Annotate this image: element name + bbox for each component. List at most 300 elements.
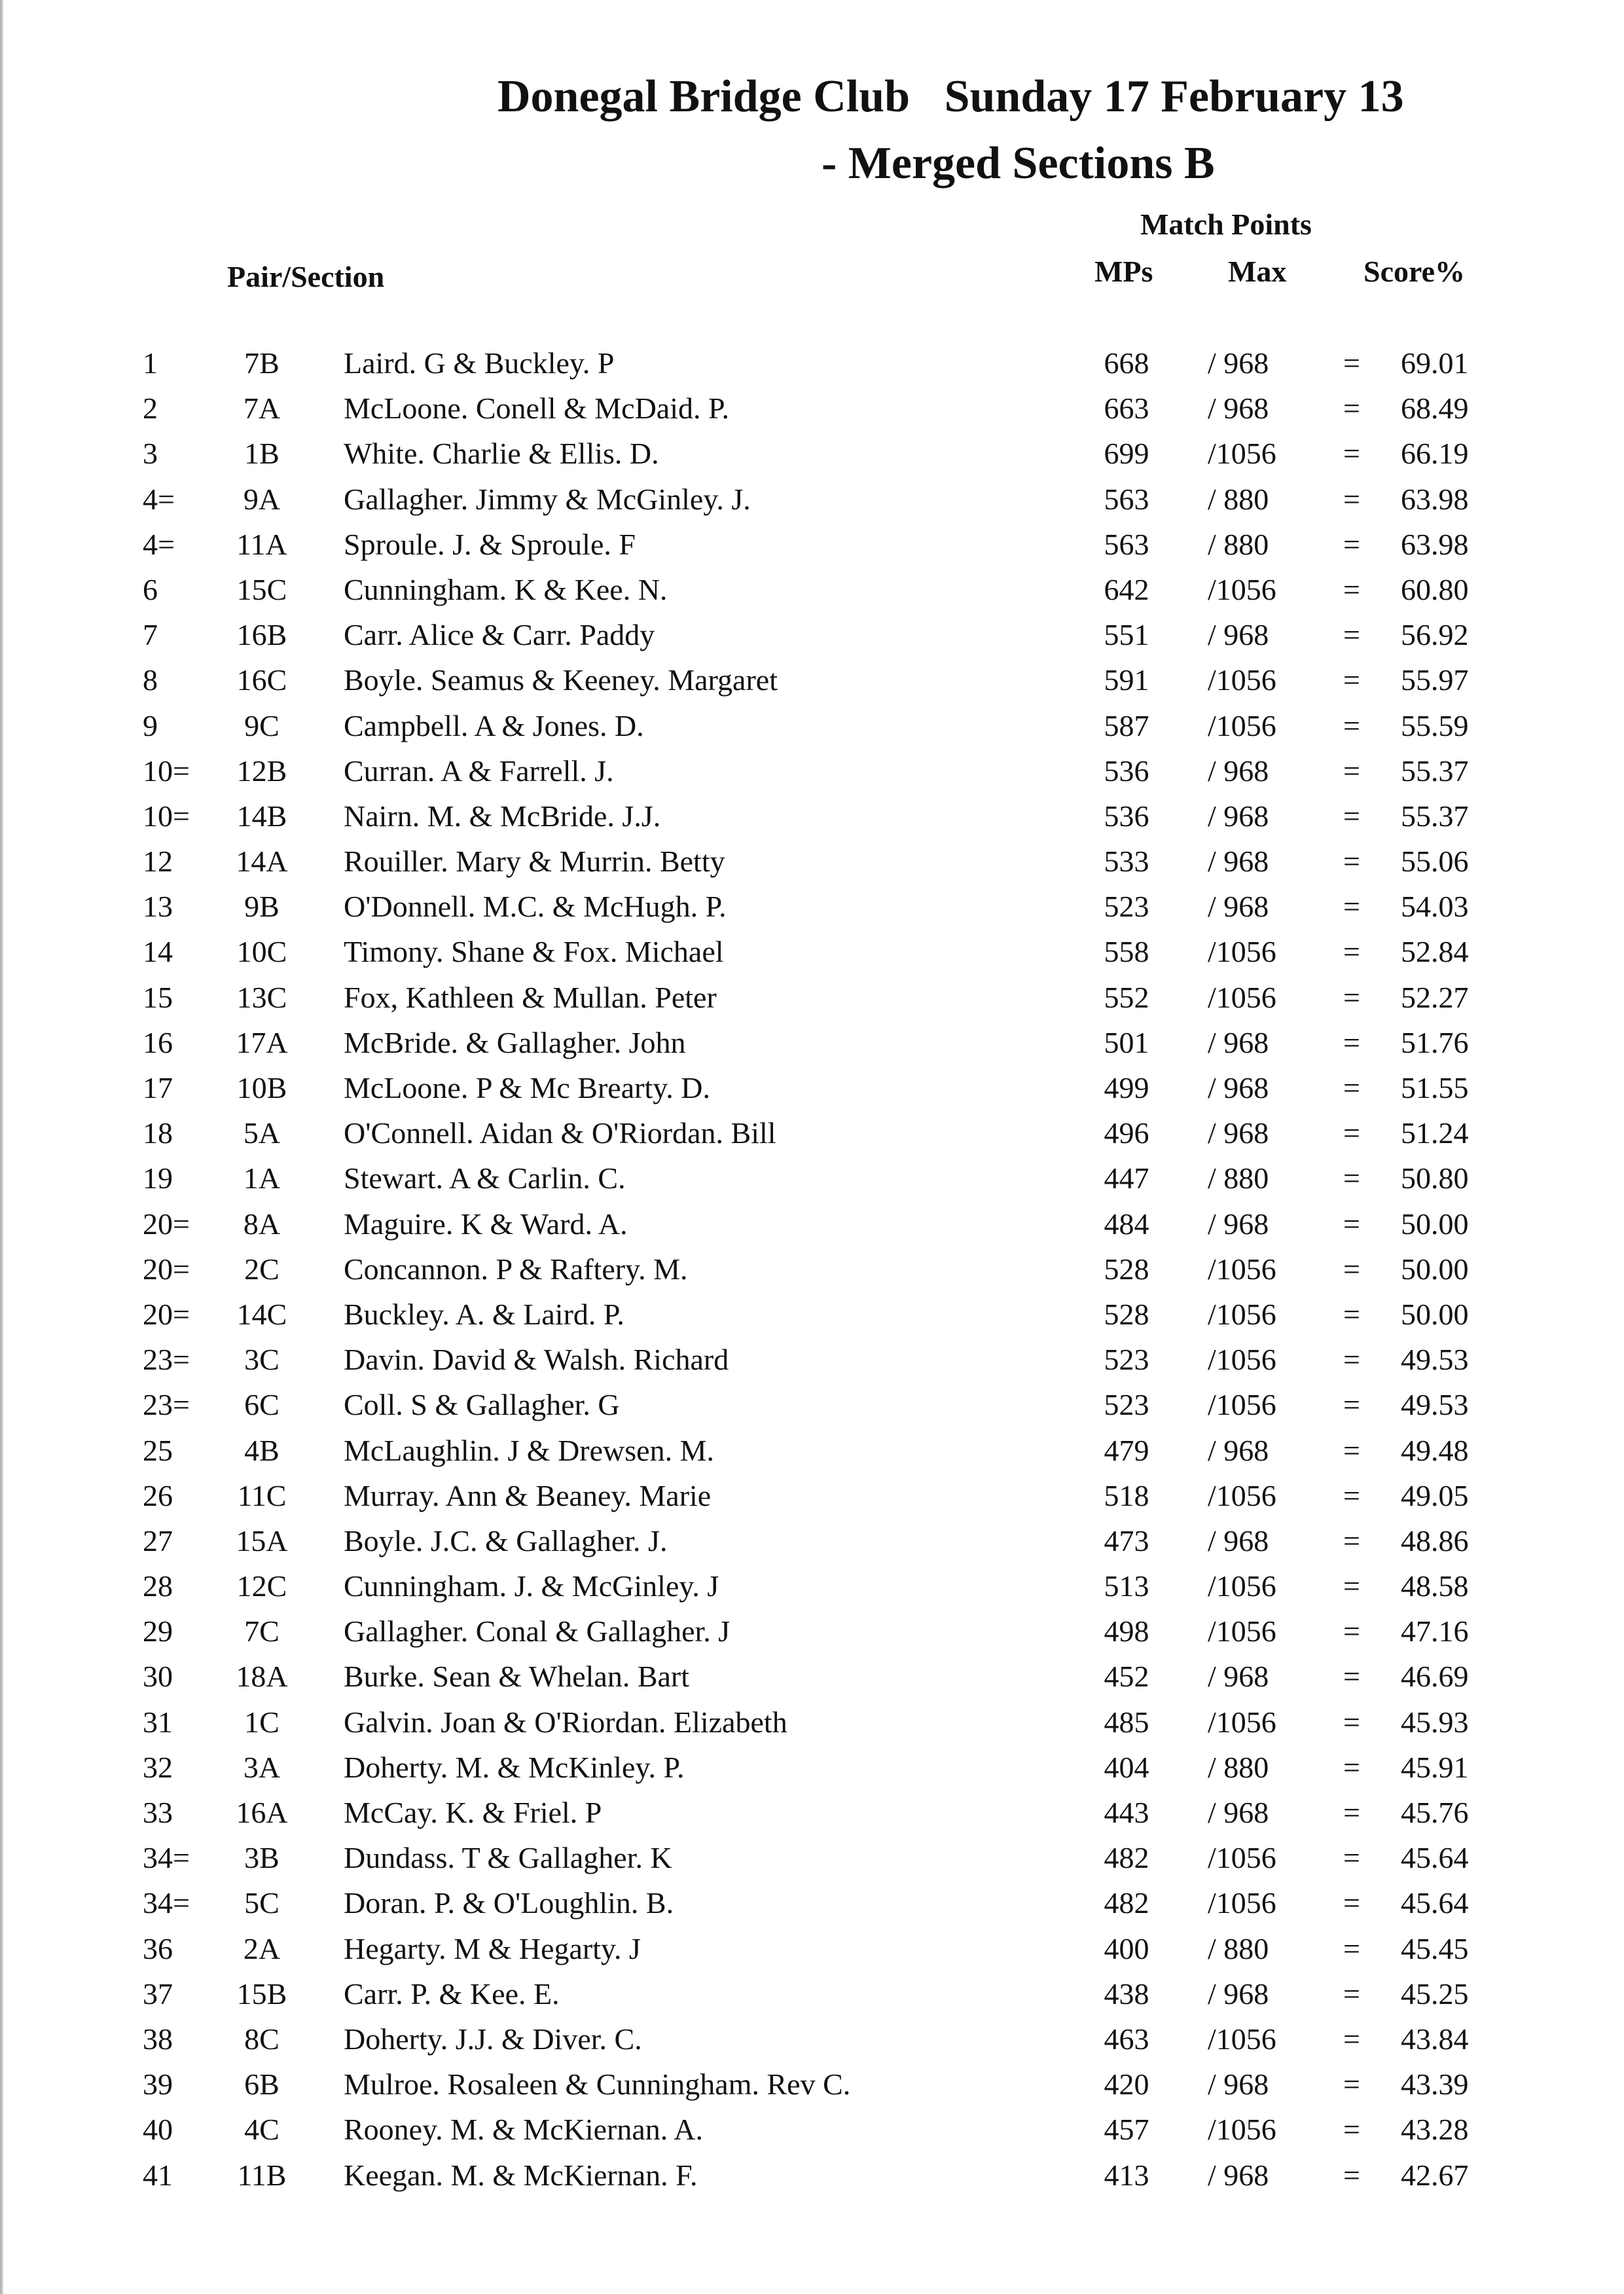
- section-cell: 9B: [244, 890, 280, 924]
- table-row: [0, 975, 1624, 1020]
- max-cell: /1056: [1208, 572, 1276, 606]
- score-cell: 63.98: [1401, 527, 1469, 561]
- section-cell: 10C: [236, 935, 287, 969]
- rank-cell: 36: [143, 1931, 173, 1965]
- score-cell: 49.53: [1401, 1388, 1469, 1422]
- names-cell: McBride. & Gallagher. John: [344, 1025, 686, 1059]
- mps-cell: 484: [1104, 1207, 1149, 1241]
- table-row: [0, 431, 1624, 476]
- names-cell: Gallagher. Jimmy & McGinley. J.: [344, 482, 751, 516]
- equals-cell: =: [1343, 1931, 1360, 1965]
- max-cell: / 968: [1208, 618, 1269, 652]
- names-cell: Rooney. M. & McKiernan. A.: [344, 2113, 703, 2147]
- mps-cell: 413: [1104, 2158, 1149, 2192]
- max-cell: /1056: [1208, 663, 1276, 697]
- names-cell: Boyle. J.C. & Gallagher. J.: [344, 1523, 668, 1557]
- table-row: [0, 2107, 1624, 2152]
- rank-cell: 12: [143, 845, 173, 879]
- score-cell: 49.53: [1401, 1343, 1469, 1377]
- rank-cell: 9: [143, 708, 158, 742]
- section-cell: 17A: [236, 1025, 288, 1059]
- rank-cell: 20=: [143, 1297, 190, 1331]
- score-cell: 45.91: [1401, 1750, 1469, 1784]
- names-cell: Hegarty. M & Hegarty. J: [344, 1931, 641, 1965]
- rank-cell: 3: [143, 437, 158, 471]
- table-row: [0, 1337, 1624, 1382]
- section-cell: 11A: [236, 527, 287, 561]
- score-cell: 54.03: [1401, 890, 1469, 924]
- score-cell: 68.49: [1401, 391, 1469, 426]
- equals-cell: =: [1343, 754, 1360, 788]
- mps-cell: 551: [1104, 618, 1149, 652]
- mps-cell: 447: [1104, 1161, 1149, 1195]
- names-cell: Curran. A & Farrell. J.: [344, 754, 614, 788]
- section-cell: 16B: [236, 618, 287, 652]
- score-cell: 49.48: [1401, 1433, 1469, 1467]
- section-cell: 5C: [244, 1886, 280, 1920]
- table-row: [0, 386, 1624, 431]
- score-cell: 50.00: [1401, 1252, 1469, 1286]
- mps-cell: 513: [1104, 1569, 1149, 1603]
- rank-cell: 34=: [143, 1886, 190, 1920]
- mps-cell: 501: [1104, 1025, 1149, 1059]
- max-cell: / 968: [1208, 1976, 1269, 2011]
- rank-cell: 29: [143, 1614, 173, 1648]
- max-cell: / 968: [1208, 1523, 1269, 1557]
- table-row: [0, 477, 1624, 522]
- names-cell: White. Charlie & Ellis. D.: [344, 437, 659, 471]
- score-cell: 51.76: [1401, 1025, 1469, 1059]
- rank-cell: 19: [143, 1161, 173, 1195]
- max-cell: / 968: [1208, 845, 1269, 879]
- rank-cell: 17: [143, 1071, 173, 1104]
- max-cell: /1056: [1208, 1841, 1276, 1875]
- max-cell: /1056: [1208, 1478, 1276, 1512]
- rank-cell: 15: [143, 980, 173, 1014]
- rank-cell: 13: [143, 890, 173, 924]
- section-cell: 9A: [243, 482, 281, 516]
- table-row: [0, 522, 1624, 567]
- page-title: Donegal Bridge Club Sunday 17 February 13: [497, 71, 1404, 122]
- equals-cell: =: [1343, 391, 1360, 426]
- equals-cell: =: [1343, 572, 1360, 606]
- score-cell: 43.39: [1401, 2067, 1469, 2102]
- table-row: [0, 1065, 1624, 1110]
- mps-cell: 699: [1104, 437, 1149, 471]
- score-cell: 45.64: [1401, 1841, 1469, 1875]
- rank-cell: 4=: [143, 527, 175, 561]
- rank-cell: 2: [143, 391, 158, 426]
- section-cell: 9C: [244, 708, 280, 742]
- score-cell: 55.59: [1401, 708, 1469, 742]
- table-row: [0, 1020, 1624, 1065]
- equals-cell: =: [1343, 663, 1360, 697]
- section-cell: 12C: [236, 1569, 287, 1603]
- mps-cell: 518: [1104, 1478, 1149, 1512]
- section-cell: 1A: [243, 1161, 281, 1195]
- mps-cell: 482: [1104, 1841, 1149, 1875]
- rank-cell: 7: [143, 618, 158, 652]
- score-cell: 48.58: [1401, 1569, 1469, 1603]
- mps-header: MPs: [1094, 255, 1153, 288]
- names-cell: Coll. S & Gallagher. G: [344, 1388, 620, 1422]
- table-row: [0, 657, 1624, 702]
- match-points-header: Match Points: [1140, 208, 1312, 241]
- score-cell: 51.24: [1401, 1116, 1469, 1150]
- mps-cell: 563: [1104, 482, 1149, 516]
- mps-cell: 528: [1104, 1297, 1149, 1331]
- table-row: [0, 1201, 1624, 1247]
- rank-cell: 27: [143, 1523, 173, 1557]
- section-cell: 14C: [236, 1297, 287, 1331]
- rank-cell: 38: [143, 2022, 173, 2056]
- section-cell: 2A: [243, 1931, 281, 1965]
- names-cell: Murray. Ann & Beaney. Marie: [344, 1478, 712, 1512]
- equals-cell: =: [1343, 1478, 1360, 1512]
- rank-cell: 10=: [143, 754, 190, 788]
- names-cell: Doherty. J.J. & Diver. C.: [344, 2022, 642, 2056]
- score-cell: 45.64: [1401, 1886, 1469, 1920]
- max-cell: / 968: [1208, 799, 1269, 833]
- mps-cell: 479: [1104, 1433, 1149, 1467]
- rank-cell: 10=: [143, 799, 190, 833]
- max-cell: /1056: [1208, 1886, 1276, 1920]
- table-row: [0, 884, 1624, 929]
- max-cell: / 880: [1208, 1931, 1269, 1965]
- equals-cell: =: [1343, 346, 1360, 380]
- equals-cell: =: [1343, 980, 1360, 1014]
- mps-cell: 482: [1104, 1886, 1149, 1920]
- score-cell: 63.98: [1401, 482, 1469, 516]
- score-cell: 55.97: [1401, 663, 1469, 697]
- section-cell: 4C: [244, 2113, 280, 2147]
- mps-cell: 552: [1104, 980, 1149, 1014]
- equals-cell: =: [1343, 437, 1360, 471]
- equals-cell: =: [1343, 1886, 1360, 1920]
- section-cell: 7B: [244, 346, 280, 380]
- max-cell: /1056: [1208, 1343, 1276, 1377]
- names-cell: Gallagher. Conal & Gallagher. J: [344, 1614, 731, 1648]
- score-cell: 60.80: [1401, 572, 1469, 606]
- mps-cell: 523: [1104, 890, 1149, 924]
- names-cell: Campbell. A & Jones. D.: [344, 708, 644, 742]
- score-cell: 52.84: [1401, 935, 1469, 969]
- names-cell: McLoone. Conell & McDaid. P.: [344, 391, 729, 426]
- score-cell: 56.92: [1401, 618, 1469, 652]
- table-row: [0, 1247, 1624, 1292]
- rank-cell: 23=: [143, 1343, 190, 1377]
- score-cell: 52.27: [1401, 980, 1469, 1014]
- score-cell: 55.06: [1401, 845, 1469, 879]
- mps-cell: 563: [1104, 527, 1149, 561]
- max-cell: /1056: [1208, 2113, 1276, 2147]
- names-cell: Carr. P. & Kee. E.: [344, 1976, 560, 2011]
- equals-cell: =: [1343, 845, 1360, 879]
- section-cell: 15A: [236, 1523, 288, 1557]
- equals-cell: =: [1343, 2158, 1360, 2192]
- score-cell: 43.28: [1401, 2113, 1469, 2147]
- table-row: [0, 1382, 1624, 1427]
- section-cell: 1B: [244, 437, 280, 471]
- mps-cell: 528: [1104, 1252, 1149, 1286]
- section-cell: 15C: [236, 572, 287, 606]
- mps-cell: 400: [1104, 1931, 1149, 1965]
- names-cell: Cunningham. J. & McGinley. J: [344, 1569, 719, 1603]
- equals-cell: =: [1343, 799, 1360, 833]
- section-cell: 3A: [243, 1750, 281, 1784]
- equals-cell: =: [1343, 890, 1360, 924]
- max-cell: /1056: [1208, 1388, 1276, 1422]
- names-cell: O'Connell. Aidan & O'Riordan. Bill: [344, 1116, 776, 1150]
- mps-cell: 457: [1104, 2113, 1149, 2147]
- table-row: [0, 793, 1624, 839]
- mps-cell: 404: [1104, 1750, 1149, 1784]
- score-header: Score%: [1363, 255, 1466, 288]
- names-cell: Buckley. A. & Laird. P.: [344, 1297, 624, 1331]
- mps-cell: 438: [1104, 1976, 1149, 2011]
- names-cell: Sproule. J. & Sproule. F: [344, 527, 636, 561]
- names-cell: Boyle. Seamus & Keeney. Margaret: [344, 663, 778, 697]
- score-cell: 46.69: [1401, 1660, 1469, 1694]
- names-cell: Mulroe. Rosaleen & Cunningham. Rev C.: [344, 2067, 851, 2102]
- max-cell: / 968: [1208, 1071, 1269, 1104]
- equals-cell: =: [1343, 1388, 1360, 1422]
- mps-cell: 536: [1104, 754, 1149, 788]
- equals-cell: =: [1343, 1841, 1360, 1875]
- section-cell: 5A: [243, 1116, 281, 1150]
- table-row: [0, 1654, 1624, 1699]
- section-cell: 11C: [237, 1478, 287, 1512]
- names-cell: Doherty. M. & McKinley. P.: [344, 1750, 685, 1784]
- section-cell: 15B: [236, 1976, 287, 2011]
- equals-cell: =: [1343, 1207, 1360, 1241]
- equals-cell: =: [1343, 618, 1360, 652]
- table-row: [0, 2153, 1624, 2198]
- mps-cell: 663: [1104, 391, 1149, 426]
- score-cell: 66.19: [1401, 437, 1469, 471]
- rank-cell: 20=: [143, 1207, 190, 1241]
- table-row: [0, 1156, 1624, 1201]
- section-cell: 2C: [244, 1252, 280, 1286]
- section-cell: 11B: [237, 2158, 287, 2192]
- rank-cell: 4=: [143, 482, 175, 516]
- mps-cell: 496: [1104, 1116, 1149, 1150]
- max-cell: /1056: [1208, 437, 1276, 471]
- rank-cell: 41: [143, 2158, 173, 2192]
- names-cell: Keegan. M. & McKiernan. F.: [344, 2158, 698, 2192]
- score-cell: 47.16: [1401, 1614, 1469, 1648]
- mps-cell: 533: [1104, 845, 1149, 879]
- table-row: [0, 1609, 1624, 1654]
- rank-cell: 16: [143, 1025, 173, 1059]
- score-cell: 50.00: [1401, 1297, 1469, 1331]
- score-cell: 55.37: [1401, 754, 1469, 788]
- names-cell: Rouiller. Mary & Murrin. Betty: [344, 845, 725, 879]
- rank-cell: 20=: [143, 1252, 190, 1286]
- equals-cell: =: [1343, 1343, 1360, 1377]
- equals-cell: =: [1343, 1523, 1360, 1557]
- mps-cell: 498: [1104, 1614, 1149, 1648]
- names-cell: Carr. Alice & Carr. Paddy: [344, 618, 655, 652]
- pair-section-header: Pair/Section: [227, 260, 385, 293]
- max-cell: /1056: [1208, 1252, 1276, 1286]
- names-cell: Burke. Sean & Whelan. Bart: [344, 1660, 690, 1694]
- table-row: [0, 1563, 1624, 1609]
- max-cell: / 968: [1208, 1433, 1269, 1467]
- equals-cell: =: [1343, 1614, 1360, 1648]
- section-cell: 3C: [244, 1343, 280, 1377]
- max-cell: / 968: [1208, 1796, 1269, 1829]
- max-cell: / 880: [1208, 482, 1269, 516]
- table-row: [0, 567, 1624, 612]
- mps-cell: 587: [1104, 708, 1149, 742]
- section-cell: 14B: [236, 799, 287, 833]
- page-subtitle: - Merged Sections B: [821, 138, 1215, 189]
- max-cell: / 968: [1208, 1116, 1269, 1150]
- mps-cell: 558: [1104, 935, 1149, 969]
- names-cell: Nairn. M. & McBride. J.J.: [344, 799, 661, 833]
- rank-cell: 1: [143, 346, 158, 380]
- section-cell: 12B: [236, 754, 287, 788]
- section-cell: 1C: [244, 1705, 280, 1739]
- max-cell: / 968: [1208, 1207, 1269, 1241]
- mps-cell: 668: [1104, 346, 1149, 380]
- max-cell: / 968: [1208, 754, 1269, 788]
- rank-cell: 40: [143, 2113, 173, 2147]
- max-cell: /1056: [1208, 708, 1276, 742]
- equals-cell: =: [1343, 2022, 1360, 2056]
- equals-cell: =: [1343, 1660, 1360, 1694]
- equals-cell: =: [1343, 1433, 1360, 1467]
- rank-cell: 37: [143, 1976, 173, 2011]
- mps-cell: 420: [1104, 2067, 1149, 2102]
- names-cell: Laird. G & Buckley. P: [344, 346, 615, 380]
- equals-cell: =: [1343, 1569, 1360, 1603]
- equals-cell: =: [1343, 1071, 1360, 1104]
- names-cell: Stewart. A & Carlin. C.: [344, 1161, 626, 1195]
- mps-cell: 485: [1104, 1705, 1149, 1739]
- names-cell: McCay. K. & Friel. P: [344, 1796, 602, 1829]
- table-row: [0, 612, 1624, 657]
- equals-cell: =: [1343, 2113, 1360, 2147]
- section-cell: 7A: [243, 391, 281, 426]
- max-cell: /1056: [1208, 980, 1276, 1014]
- section-cell: 8C: [244, 2022, 280, 2056]
- max-cell: /1056: [1208, 1569, 1276, 1603]
- equals-cell: =: [1343, 1796, 1360, 1829]
- score-cell: 55.37: [1401, 799, 1469, 833]
- mps-cell: 443: [1104, 1796, 1149, 1829]
- equals-cell: =: [1343, 482, 1360, 516]
- max-cell: /1056: [1208, 1297, 1276, 1331]
- max-cell: / 968: [1208, 1025, 1269, 1059]
- table-row: [0, 1835, 1624, 1880]
- score-cell: 51.55: [1401, 1071, 1469, 1104]
- table-row: [0, 703, 1624, 748]
- table-row: [0, 1292, 1624, 1337]
- names-cell: McLoone. P & Mc Brearty. D.: [344, 1071, 710, 1104]
- mps-cell: 523: [1104, 1343, 1149, 1377]
- section-cell: 4B: [244, 1433, 280, 1467]
- max-cell: / 968: [1208, 1660, 1269, 1694]
- table-row: [0, 748, 1624, 793]
- mps-cell: 499: [1104, 1071, 1149, 1104]
- max-cell: /1056: [1208, 1705, 1276, 1739]
- equals-cell: =: [1343, 1025, 1360, 1059]
- max-cell: / 968: [1208, 2067, 1269, 2102]
- score-cell: 69.01: [1401, 346, 1469, 380]
- mps-cell: 536: [1104, 799, 1149, 833]
- names-cell: Maguire. K & Ward. A.: [344, 1207, 628, 1241]
- names-cell: Dundass. T & Gallagher. K: [344, 1841, 672, 1875]
- table-row: [0, 1518, 1624, 1563]
- table-row: [0, 340, 1624, 386]
- score-cell: 43.84: [1401, 2022, 1469, 2056]
- score-cell: 42.67: [1401, 2158, 1469, 2192]
- table-row: [0, 1110, 1624, 1156]
- rank-cell: 18: [143, 1116, 173, 1150]
- names-cell: Cunningham. K & Kee. N.: [344, 572, 668, 606]
- rank-cell: 39: [143, 2067, 173, 2102]
- rank-cell: 14: [143, 935, 173, 969]
- max-cell: /1056: [1208, 935, 1276, 969]
- score-cell: 50.80: [1401, 1161, 1469, 1195]
- rank-cell: 32: [143, 1750, 173, 1784]
- mps-cell: 452: [1104, 1660, 1149, 1694]
- rank-cell: 34=: [143, 1841, 190, 1875]
- section-cell: 7C: [244, 1614, 280, 1648]
- rank-cell: 26: [143, 1478, 173, 1512]
- section-cell: 16C: [236, 663, 287, 697]
- equals-cell: =: [1343, 1705, 1360, 1739]
- equals-cell: =: [1343, 1252, 1360, 1286]
- rank-cell: 30: [143, 1660, 173, 1694]
- mps-cell: 591: [1104, 663, 1149, 697]
- max-cell: / 968: [1208, 2158, 1269, 2192]
- names-cell: Concannon. P & Raftery. M.: [344, 1252, 688, 1286]
- equals-cell: =: [1343, 527, 1360, 561]
- max-cell: /1056: [1208, 2022, 1276, 2056]
- section-cell: 13C: [236, 980, 287, 1014]
- equals-cell: =: [1343, 1750, 1360, 1784]
- section-cell: 6C: [244, 1388, 280, 1422]
- section-cell: 6B: [244, 2067, 280, 2102]
- max-cell: / 968: [1208, 890, 1269, 924]
- names-cell: Timony. Shane & Fox. Michael: [344, 935, 724, 969]
- table-row: [0, 1745, 1624, 1790]
- equals-cell: =: [1343, 2067, 1360, 2102]
- max-header: Max: [1228, 255, 1287, 288]
- names-cell: O'Donnell. M.C. & McHugh. P.: [344, 890, 727, 924]
- rank-cell: 33: [143, 1796, 173, 1829]
- table-row: [0, 1971, 1624, 2016]
- score-cell: 50.00: [1401, 1207, 1469, 1241]
- max-cell: / 880: [1208, 1750, 1269, 1784]
- section-cell: 16A: [236, 1796, 288, 1829]
- table-row: [0, 929, 1624, 974]
- equals-cell: =: [1343, 1976, 1360, 2011]
- rank-cell: 6: [143, 572, 158, 606]
- score-cell: 45.76: [1401, 1796, 1469, 1829]
- names-cell: Fox, Kathleen & Mullan. Peter: [344, 980, 717, 1014]
- table-row: [0, 2016, 1624, 2062]
- table-row: [0, 1700, 1624, 1745]
- score-cell: 45.93: [1401, 1705, 1469, 1739]
- section-cell: 3B: [244, 1841, 280, 1875]
- max-cell: / 968: [1208, 346, 1269, 380]
- score-cell: 45.45: [1401, 1931, 1469, 1965]
- max-cell: / 880: [1208, 1161, 1269, 1195]
